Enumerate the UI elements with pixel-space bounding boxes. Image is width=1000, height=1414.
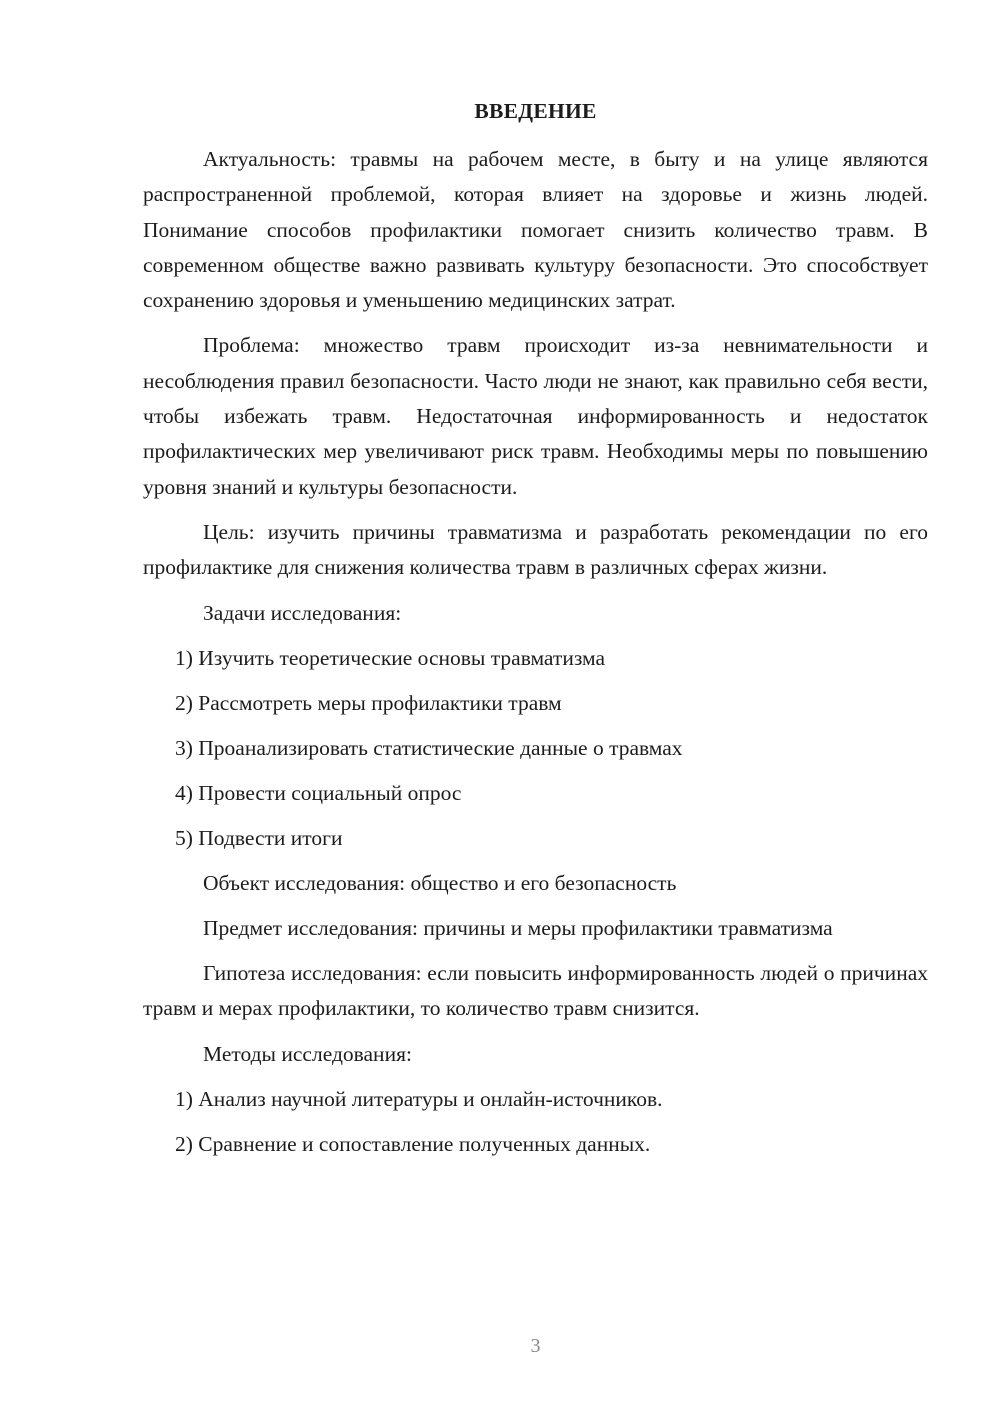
page-number: 3 (530, 1335, 541, 1357)
list-item: 4) Провести социальный опрос (175, 780, 462, 805)
problem-paragraph: Проблема: множество травм происходит из-за невнимательности и несоблюдения правил безопасности. Часто люди не знают, как правильно себя вести, чтобы избежать травм. Недостаточная информированность и недостаток профилактических мер увеличивают риск травм. Необходимы меры по повышению уровня знаний и культуры безопасности. (143, 333, 928, 499)
subject-paragraph: Предмет исследования: причины и меры профилактики травматизма (203, 915, 833, 940)
tasks-heading: Задачи исследования: (203, 600, 402, 625)
page-title: ВВЕДЕНИЕ (474, 99, 597, 123)
goal-paragraph: Цель: изучить причины травматизма и разработать рекомендации по его профилактике для снижения количества травм в различных сферах жизни. (143, 519, 928, 580)
body-text (143, 142, 928, 1162)
list-item: 5) Подвести итоги (175, 825, 343, 850)
list-item: 1) Изучить теоретические основы травматизма (175, 645, 606, 670)
list-item: 3) Проанализировать статистические данные о травмах (175, 735, 683, 760)
object-paragraph: Объект исследования: общество и его безопасность (203, 870, 677, 895)
hypothesis-paragraph: Гипотеза исследования: если повысить информированность людей о причинах травм и мерах профилактики, то количество травм снизится. (143, 961, 928, 1021)
relevance-paragraph: Актуальность: травмы на рабочем месте, в быту и на улице являются распространенной проблемой, которая влияет на здоровье и жизнь людей. Понимание способов профилактики помогает снизить количество травм. В современном обществе важно развивать культуру безопасности. Это способствует сохранению здоровья и уменьшению медицинских затрат. (143, 147, 928, 313)
methods-heading: Методы исследования: (203, 1041, 412, 1066)
list-item: 2) Сравнение и сопоставление полученных данных. (175, 1131, 651, 1156)
list-item: 2) Рассмотреть меры профилактики травм (175, 690, 562, 715)
list-item: 1) Анализ научной литературы и онлайн-источников. (175, 1086, 663, 1111)
